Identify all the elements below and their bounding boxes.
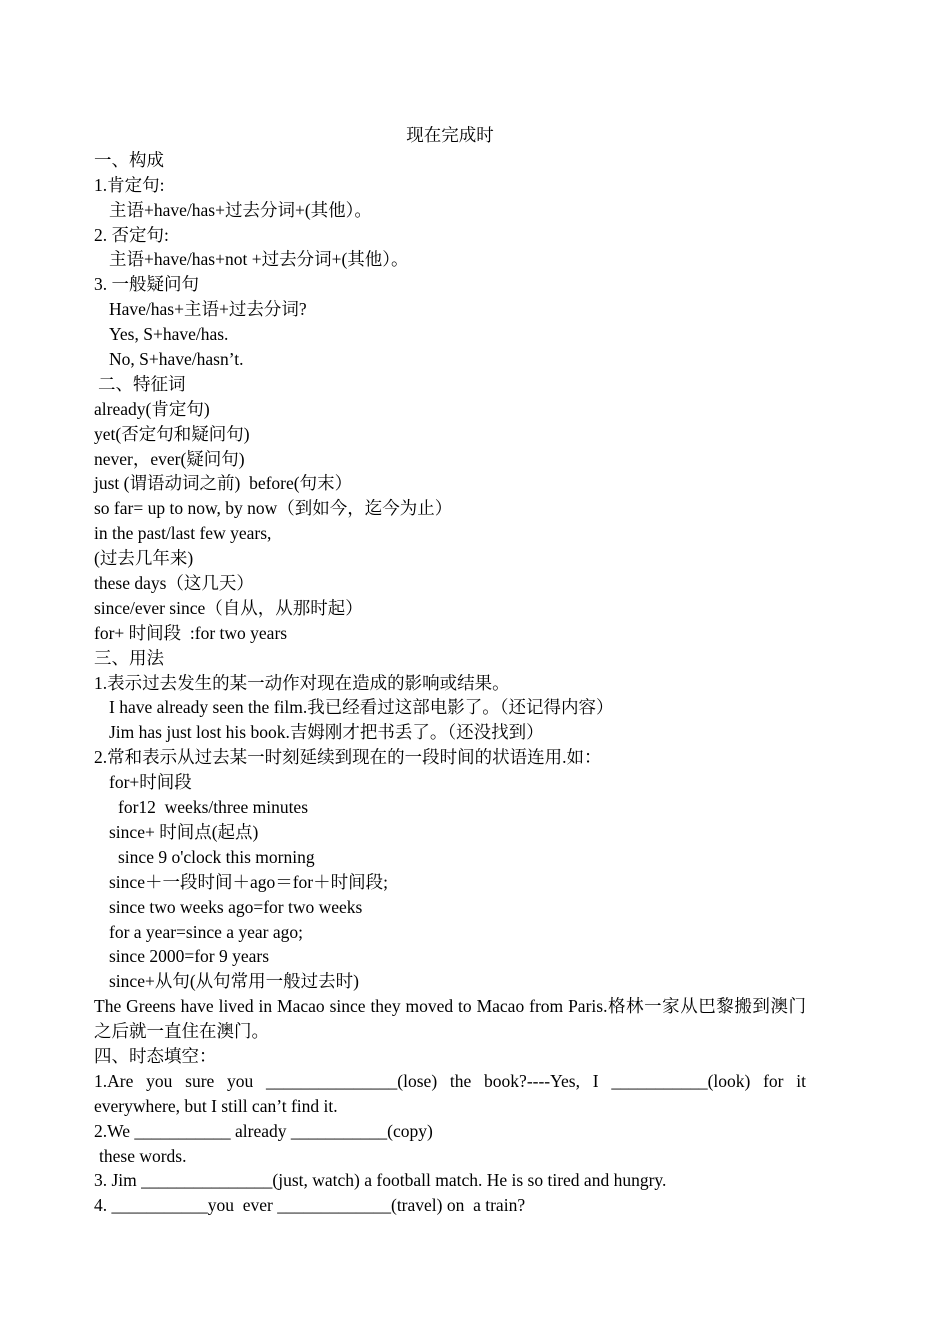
usage-example: since two weeks ago=for two weeks xyxy=(109,896,363,917)
usage-example: for a year=since a year ago; xyxy=(109,921,303,942)
formula-yes-answer: Yes, S+have/has. xyxy=(109,324,229,345)
document-page xyxy=(94,123,806,1218)
subheading-affirmative: 1.肯定句: xyxy=(94,174,165,195)
subheading-negative: 2. 否定句: xyxy=(94,224,169,245)
usage-pattern: since+从句(从句常用一般过去时) xyxy=(109,971,359,992)
subheading-question: 3. 一般疑问句 xyxy=(94,274,199,295)
exercise-item-1: 1.Are you sure you _______________(lose) the book?----Yes, I ___________(look) for it everywhere, but I still can’t find it. xyxy=(94,1070,806,1116)
usage-pattern: since+ 时间点(起点) xyxy=(109,821,259,842)
usage-point-2: 2.常和表示从过去某一时刻延续到现在的一段时间的状语连用.如： xyxy=(94,747,602,768)
usage-pattern: since＋一段时间＋ago＝for＋时间段; xyxy=(109,871,388,892)
usage-example: since 9 o'clock this morning xyxy=(118,846,315,867)
section-heading-structure: 一、构成 xyxy=(94,149,164,170)
document-title: 现在完成时 xyxy=(406,125,494,145)
signal-word-line: for+ 时间段 :for two years xyxy=(94,622,288,643)
formula-affirmative: 主语+have/has+过去分词+(其他）。 xyxy=(109,199,372,220)
exercise-item-2: 2.We ___________ already ___________(copy) xyxy=(94,1120,433,1141)
exercise-item-3: 3. Jim _______________(just, watch) a football match. He is so tired and hungry. xyxy=(94,1170,667,1191)
signal-word-line: yet(否定句和疑问句) xyxy=(94,423,250,444)
formula-no-answer: No, S+have/hasn’t. xyxy=(109,349,244,370)
example-paragraph: The Greens have lived in Macao since they moved to Macao from Paris.格林一家从巴黎搬到澳门之后就一直住在澳门。 xyxy=(94,996,806,1042)
signal-word-line: just (谓语动词之前) before(句末） xyxy=(94,473,353,494)
signal-word-line: never，ever(疑问句) xyxy=(94,448,245,469)
usage-pattern: for+时间段 xyxy=(109,772,192,793)
signal-word-line: in the past/last few years, xyxy=(94,523,272,544)
formula-negative: 主语+have/has+not +过去分词+(其他）。 xyxy=(109,249,409,270)
signal-word-line: since/ever since（自从，从那时起） xyxy=(94,597,363,618)
signal-word-line: these days（这几天） xyxy=(94,573,254,594)
section-heading-exercise: 四、时态填空： xyxy=(94,1045,217,1066)
usage-example: since 2000=for 9 years xyxy=(109,946,270,967)
section-heading-signal-words: 二、特征词 xyxy=(98,373,186,394)
section-heading-usage: 三、用法 xyxy=(94,647,164,668)
usage-point-1: 1.表示过去发生的某一动作对现在造成的影响或结果。 xyxy=(94,672,510,693)
exercise-item-2-continued: these words. xyxy=(99,1145,187,1166)
signal-word-line: so far= up to now, by now（到如今，迄今为止） xyxy=(94,498,453,519)
example-sentence: Jim has just lost his book.吉姆刚才把书丢了。（还没找到） xyxy=(109,722,544,743)
usage-example: for12 weeks/three minutes xyxy=(118,797,309,818)
exercise-item-4: 4. ___________you ever _____________(travel) on a train? xyxy=(94,1195,526,1216)
signal-word-line: (过去几年来) xyxy=(94,548,194,569)
formula-question: Have/has+主语+过去分词? xyxy=(109,299,307,320)
signal-word-line: already(肯定句) xyxy=(94,398,210,419)
example-sentence: I have already seen the film.我已经看过这部电影了。（还记得内容） xyxy=(109,697,614,718)
